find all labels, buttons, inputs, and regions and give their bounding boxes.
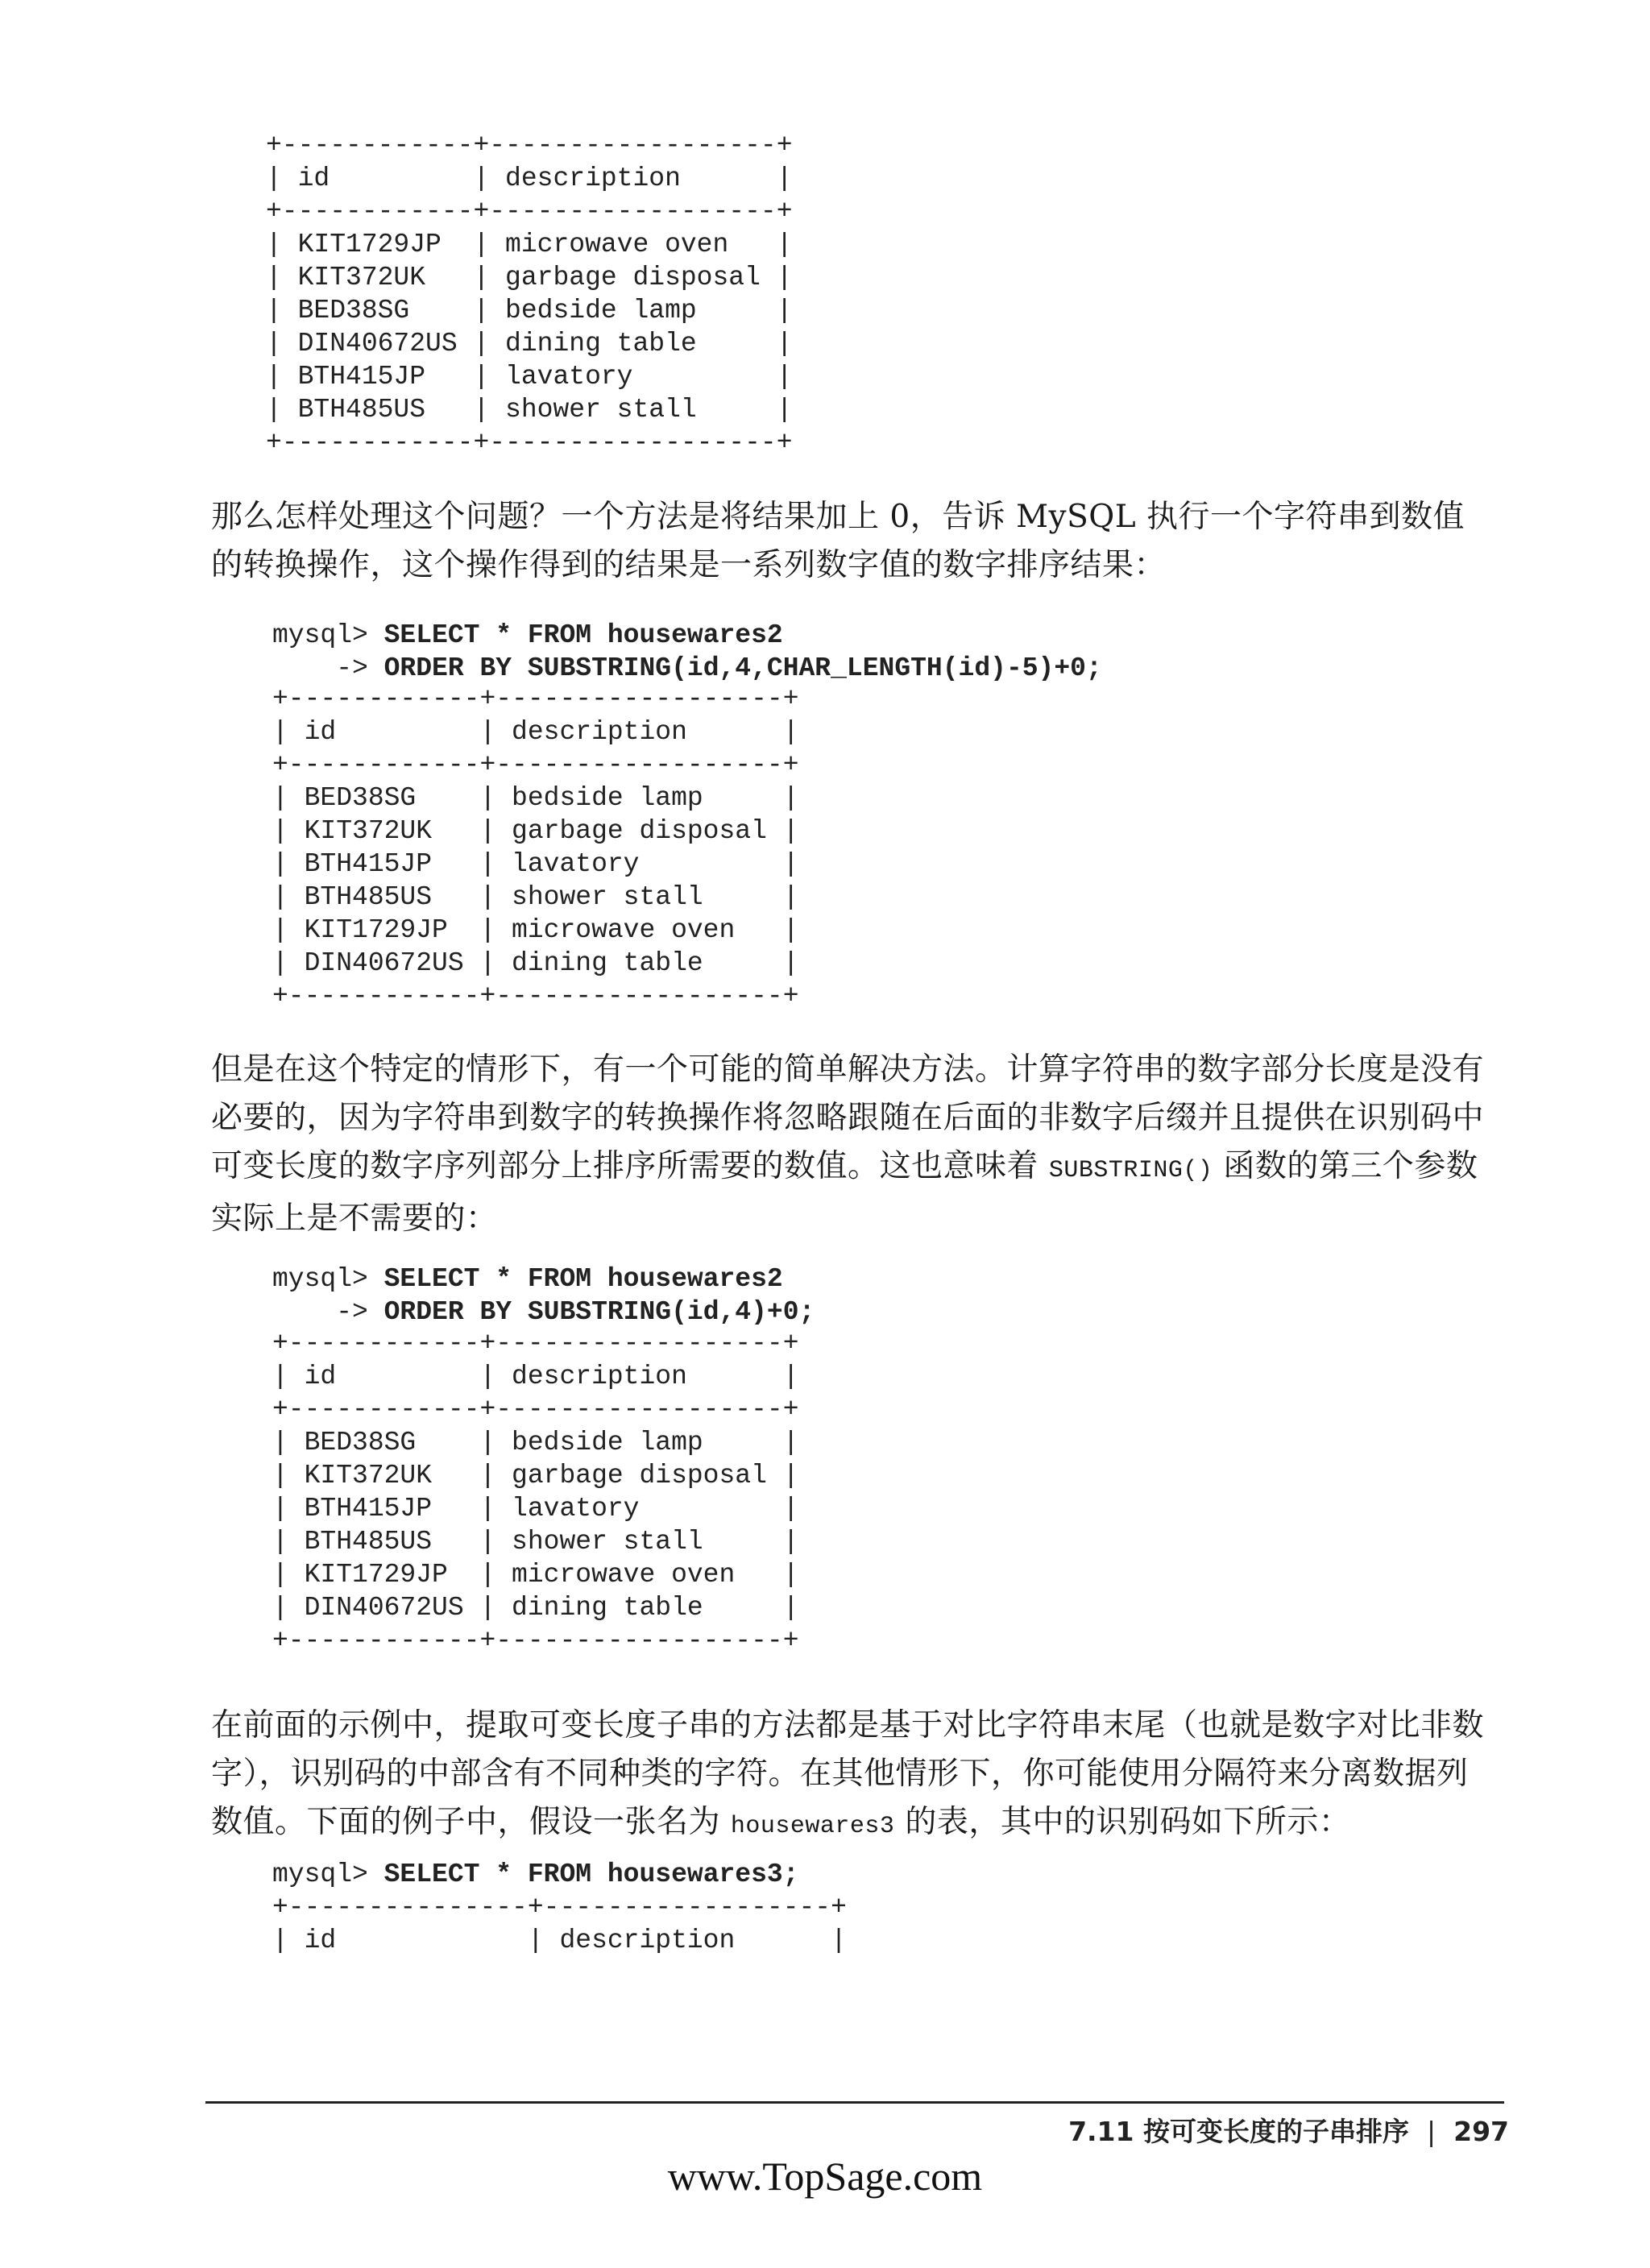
footer-section-title: 7.11 按可变长度的子串排序 <box>1068 2116 1409 2147</box>
mysql-prompt: mysql> <box>272 620 384 650</box>
footer-separator: | <box>1426 2116 1436 2147</box>
page-number: 297 <box>1453 2116 1509 2147</box>
paragraph-3 <box>211 1702 1484 1851</box>
mysql-prompt: mysql> <box>272 1860 384 1889</box>
paragraph-3-text-b: 的表，其中的识别码如下所示： <box>894 1804 1351 1840</box>
paragraph-3-text-a: 在前面的示例中，提取可变长度子串的方法都是基于对比字符串末尾（也就是数字对比非数字），识别码的中部含有不同种类的字符。在其他情形下，你可能使用分隔符来分离数据列数值。下面的例子中，假设一张名为 <box>211 1707 1485 1840</box>
query-line-1: SELECT * FROM housewares3; <box>383 1860 799 1889</box>
query-line-2: ORDER BY SUBSTRING(id,4,CHAR_LENGTH(id)-5)+0; <box>383 653 1102 683</box>
paragraph-2-text-b: 函数的第三个参数实际上是不需要的： <box>211 1148 1478 1237</box>
result-table-4: +---------------+------------------+ | id | description | <box>272 1893 847 1955</box>
result-table-3: +------------+------------------+ | id | description | +------------+------------------+ | BED38SG | bedside lamp | | KIT372UK | garbage disposal | | BTH415JP | lavatory | | BTH485US | shower stall | | KIT1729JP | microwave oven | | DIN40672US | dining table | +------------+------------------+ <box>272 1329 799 1656</box>
watermark: www.TopSage.com <box>667 2154 983 2199</box>
sql-query-3 <box>272 1263 815 1329</box>
inline-code-table-name: housewares3 <box>730 1813 895 1840</box>
paragraph-2 <box>211 1046 1484 1243</box>
result-table-2: +------------+------------------+ | id | description | +------------+------------------+ | BED38SG | bedside lamp | | KIT372UK | garbage disposal | | BTH415JP | lavatory | | BTH485US | shower stall | | KIT1729JP | microwave oven | | DIN40672US | dining table | +------------+------------------+ <box>272 684 799 1011</box>
footer-rule <box>205 2101 1504 2104</box>
inline-code-substring: SUBSTRING() <box>1048 1157 1213 1184</box>
paragraph-1: 那么怎样处理这个问题？一个方法是将结果加上 0，告诉 MySQL 执行一个字符串到数值的转换操作，这个操作得到的结果是一系列数字值的数字排序结果： <box>211 499 1466 583</box>
result-table-1: +------------+------------------+ | id | description | +------------+------------------+ | KIT1729JP | microwave oven | | KIT372UK | garbage disposal | | BED38SG | bedside lamp | | DIN40672US | dining table | | BTH415JP | lavatory | | BTH485US | shower stall | +------------+------------------+ <box>266 131 793 458</box>
paragraph-2-text-a: 但是在这个特定的情形下，有一个可能的简单解决方法。计算字符串的数字部分长度是没有必要的，因为字符串到数字的转换操作将忽略跟随在后面的非数字后缀并且提供在识别码中可变长度的数字序列部分上排序所需要的数值。这也意味着 <box>211 1051 1485 1184</box>
query-line-1: SELECT * FROM housewares2 <box>383 1264 783 1294</box>
mysql-prompt: mysql> <box>272 1264 384 1294</box>
continuation-prompt: -> <box>272 653 384 683</box>
query-line-1: SELECT * FROM housewares2 <box>383 620 783 650</box>
running-footer <box>1068 2111 1509 2149</box>
continuation-prompt: -> <box>272 1297 384 1327</box>
query-line-2: ORDER BY SUBSTRING(id,4)+0; <box>383 1297 815 1327</box>
sql-query-4 <box>272 1858 799 1891</box>
sql-query-2 <box>272 619 1102 685</box>
